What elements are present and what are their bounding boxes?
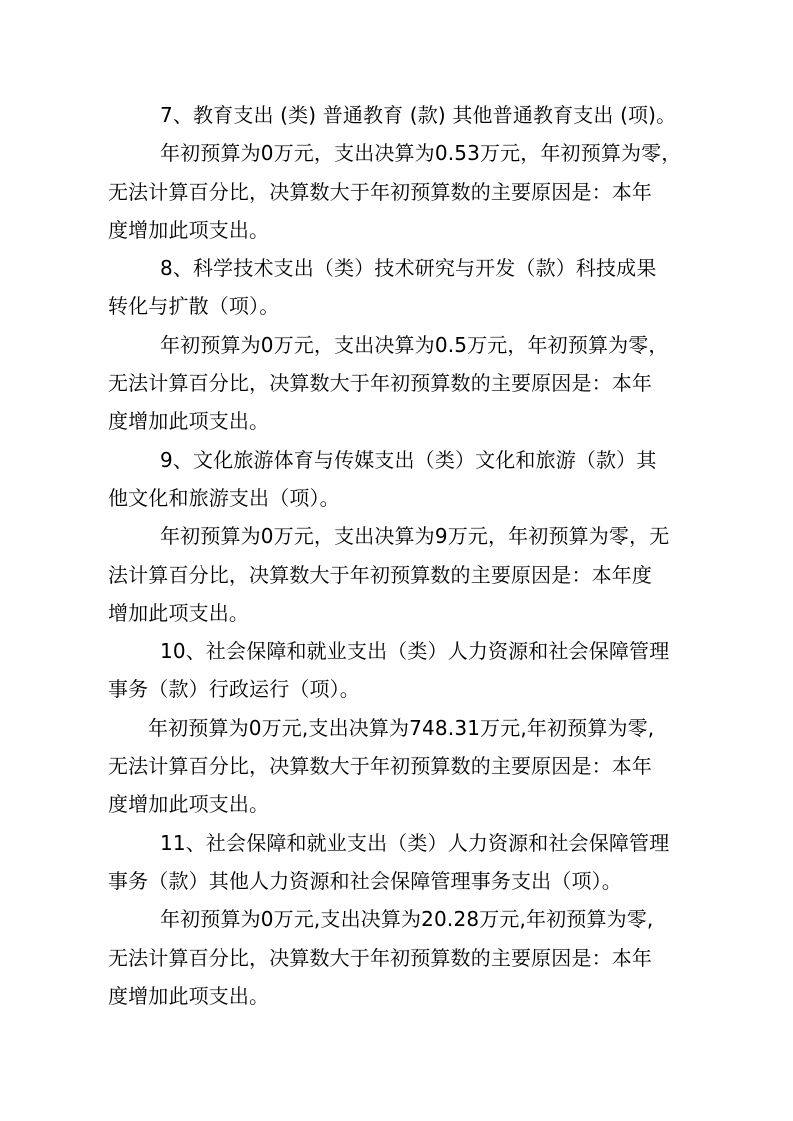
item-10-heading: 事务（款）行政运行（项）。 — [108, 677, 360, 702]
item-8-text: 年初预算为0万元，支出决算为0.5万元，年初预算为零， — [160, 332, 669, 357]
item-11-text: 度增加此项支出。 — [108, 983, 270, 1008]
item-10-text: 度增加此项支出。 — [108, 792, 270, 817]
item-7-heading: 7、教育支出 (类) 普通教育 (款) 其他普通教育支出 (项)。 — [160, 103, 677, 127]
item-9-text: 法计算百分比，决算数大于年初预算数的主要原因是：本年度 — [108, 562, 653, 587]
item-10-heading: 10、社会保障和就业支出（类）人力资源和社会保障管理 — [160, 639, 670, 664]
item-7-text: 度增加此项支出。 — [108, 217, 270, 242]
item-11-heading: 事务（款）其他人力资源和社会保障管理事务支出（项）。 — [108, 868, 622, 893]
item-11-text: 年初预算为0万元,支出决算为20.28万元,年初预算为零, — [160, 907, 654, 932]
item-11-heading: 11、社会保障和就业支出（类）人力资源和社会保障管理 — [160, 830, 670, 855]
item-9-text: 年初预算为0万元，支出决算为9万元，年初预算为零，无 — [160, 524, 670, 549]
item-10-text: 年初预算为0万元,支出决算为748.31万元,年初预算为零, — [148, 715, 655, 740]
item-8-text: 无法计算百分比，决算数大于年初预算数的主要原因是：本年 — [108, 371, 653, 396]
item-8-heading: 8、科学技术支出（类）技术研究与开发（款）科技成果 — [160, 256, 657, 281]
item-9-heading: 9、文化旅游体育与传媒支出（类）文化和旅游（款）其 — [160, 447, 657, 472]
item-9-text: 增加此项支出。 — [108, 600, 250, 625]
item-10-text: 无法计算百分比，决算数大于年初预算数的主要原因是：本年 — [108, 754, 653, 779]
item-11-text: 无法计算百分比，决算数大于年初预算数的主要原因是：本年 — [108, 945, 653, 970]
item-7-text: 年初预算为0万元，支出决算为0.53万元，年初预算为零， — [160, 141, 682, 166]
item-7-text: 无法计算百分比，决算数大于年初预算数的主要原因是：本年 — [108, 179, 653, 204]
item-8-text: 度增加此项支出。 — [108, 409, 270, 434]
item-8-heading: 转化与扩散（项）。 — [108, 294, 280, 319]
item-9-heading: 他文化和旅游支出（项）。 — [108, 485, 340, 510]
